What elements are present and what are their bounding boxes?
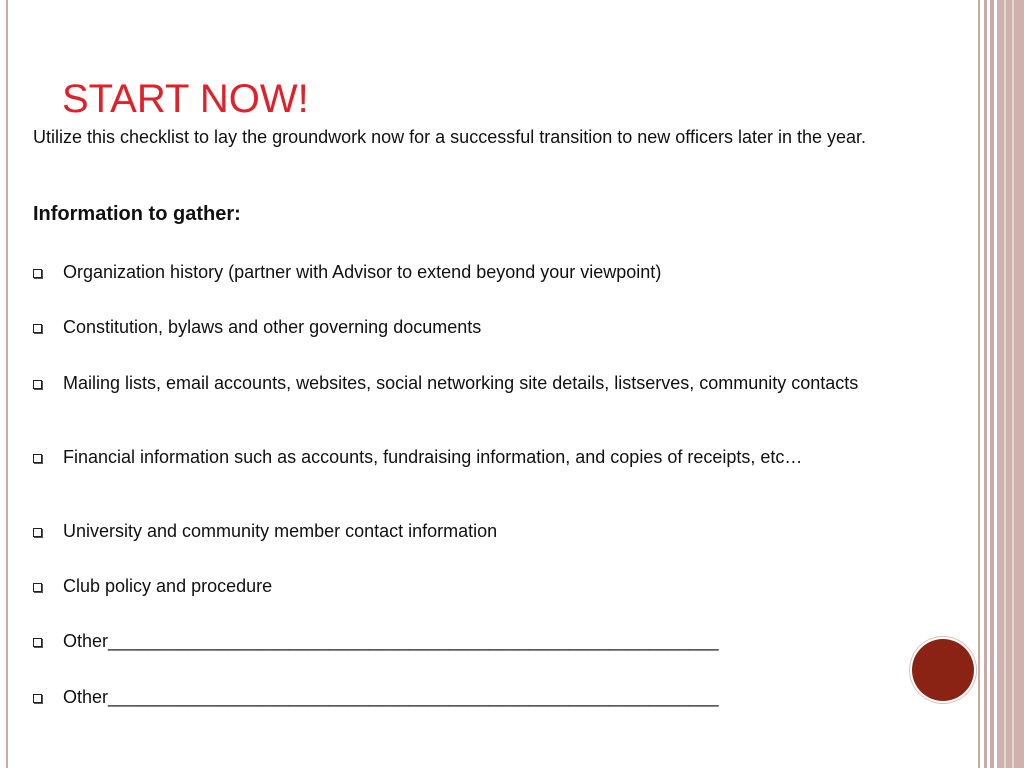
checklist-item-text: Organization history (partner with Advisor to extend beyond your viewpoint)	[63, 262, 662, 282]
checklist-item-text: Other_____________________________________________________________	[63, 631, 719, 651]
right-stripe	[984, 0, 987, 768]
section-subheading: Information to gather:	[33, 203, 241, 225]
right-stripe-gap	[1012, 0, 1014, 768]
checkbox-bullet-icon	[33, 528, 42, 537]
checkbox-bullet-icon	[33, 324, 42, 333]
right-stripe	[997, 0, 1024, 768]
slide-title: START NOW!	[62, 77, 309, 121]
intro-text: Utilize this checklist to lay the groundwork now for a successful transition to new officers later in the year.	[33, 127, 867, 147]
checklist-item-text: University and community member contact information	[63, 521, 498, 541]
checkbox-bullet-icon	[33, 380, 42, 389]
checkbox-bullet-icon	[33, 583, 42, 592]
checkbox-bullet-icon	[33, 638, 42, 647]
checklist-item-text: Club policy and procedure	[63, 576, 273, 596]
checklist-item-text: Constitution, bylaws and other governing documents	[63, 317, 482, 337]
checklist-item-text: Mailing lists, email accounts, websites, social networking site details, listserves, community contacts	[63, 373, 859, 393]
right-stripe	[990, 0, 994, 768]
checkbox-bullet-icon	[33, 694, 42, 703]
right-stripe-gap	[1004, 0, 1006, 768]
checkbox-bullet-icon	[33, 454, 42, 463]
checklist-item-text: Other_____________________________________________________________	[63, 687, 719, 707]
checkbox-bullet-icon	[33, 269, 42, 278]
left-border-line	[6, 0, 8, 768]
checklist-item-text: Financial information such as accounts, fundraising information, and copies of receipts, etc…	[63, 447, 803, 467]
